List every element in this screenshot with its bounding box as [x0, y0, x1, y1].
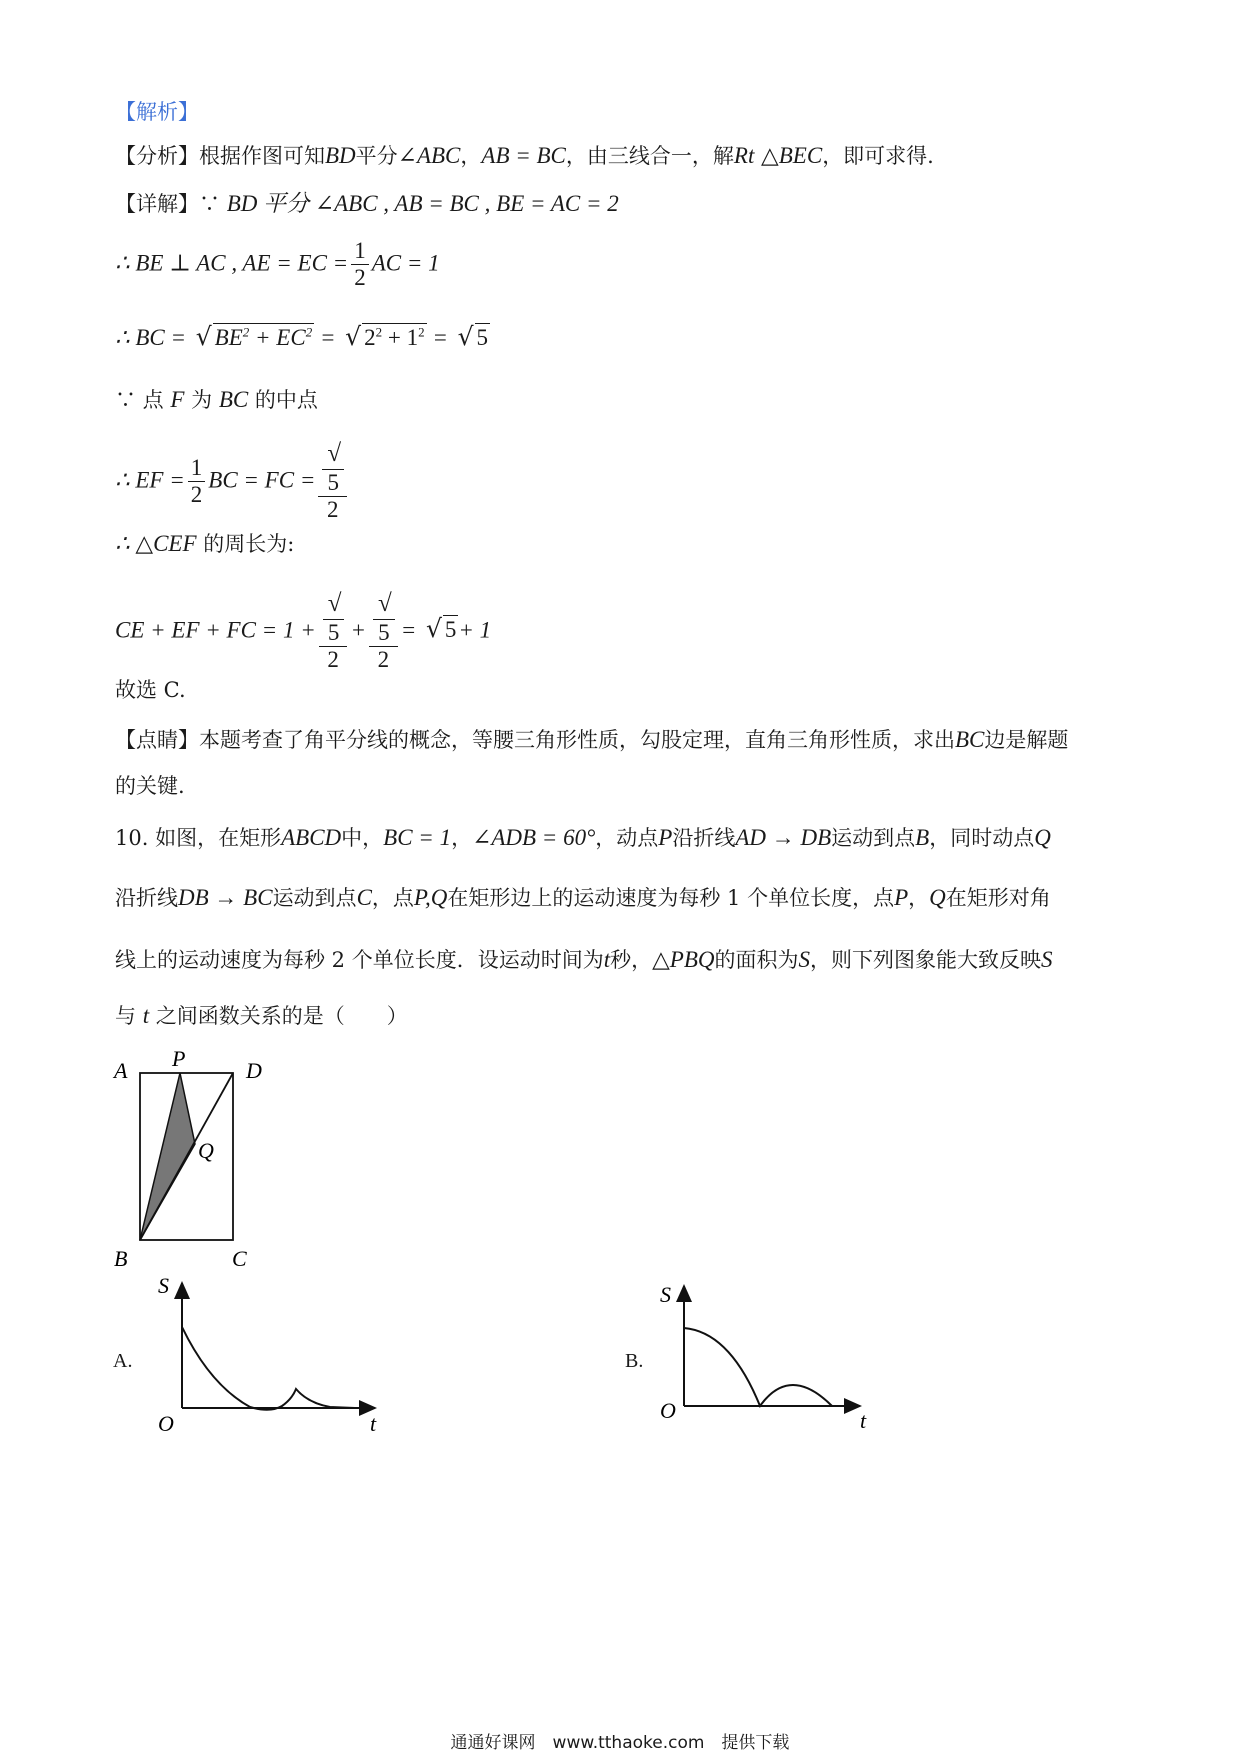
fraction-num-2: 1 — [188, 455, 206, 482]
detail-l3a: ∴ BC = — [115, 325, 187, 350]
fraction-root5-half-a — [319, 590, 348, 674]
q1d: ，动点 — [595, 826, 659, 850]
points-pq: P,Q — [413, 885, 448, 910]
axis-x-label: t — [860, 1408, 867, 1430]
rect-abcd: ABCD — [281, 825, 342, 850]
point-q: Q — [1034, 825, 1051, 850]
q1f: 运动到点 — [831, 826, 916, 850]
fraction-num-3 — [318, 440, 347, 497]
point-p-2: P — [894, 885, 909, 910]
triangle-bec: △BEC — [761, 143, 823, 168]
fraction-root5-half-b — [369, 590, 398, 674]
angle-abc: ∠ABC — [397, 143, 461, 168]
detail-line-1 — [115, 190, 619, 218]
fraction-num: 1 — [351, 238, 369, 265]
comment-text-2: 边是解题 — [984, 728, 1069, 752]
q4b: 之间函数关系的是（ ） — [155, 1004, 408, 1028]
label-b: B — [114, 1246, 128, 1270]
q3d: ，则下列图象能大致反映 — [810, 948, 1042, 972]
label-a: A — [114, 1058, 128, 1083]
triangle-pbq: △PBQ — [652, 947, 715, 972]
analysis-tag: 【分析】 — [115, 144, 199, 168]
comment-tag: 【点睛】 — [115, 728, 199, 752]
radicand-2 — [362, 323, 426, 352]
q1e: 沿折线 — [672, 826, 736, 850]
radicand-5b: 5 — [322, 469, 344, 496]
var-s-2: S — [1041, 947, 1053, 972]
point-f: F — [170, 387, 185, 412]
option-a-label[interactable]: A. — [113, 1350, 133, 1372]
q2g: 在矩形对角 — [945, 886, 1051, 910]
q1c: ， — [451, 826, 473, 850]
sqrt-icon: √ — [377, 590, 392, 617]
origin-label: O — [660, 1398, 676, 1423]
detail-l4c: 的中点 — [254, 388, 318, 412]
question-line-4 — [115, 1002, 408, 1030]
radicand-1 — [213, 323, 315, 352]
conclusion: 故选 C. — [115, 678, 186, 702]
axis-y-label: S — [660, 1282, 671, 1307]
radicand-5: 5 — [476, 325, 488, 350]
detail-l4a: ∵ 点 — [115, 388, 164, 412]
question-line-2 — [115, 884, 1051, 912]
question-line-3 — [115, 946, 1053, 974]
exp-2: 2 — [305, 324, 313, 340]
point-c: C — [356, 885, 372, 910]
segment-bd: BD — [325, 143, 356, 168]
because-symbol: ∵ — [199, 192, 220, 216]
var-t-2: t — [142, 1003, 150, 1028]
detail-l2b: AC = 1 — [371, 250, 440, 276]
page-footer: 通通好课网 www.tthaoke.com 提供下载 — [450, 1733, 790, 1753]
detail-l4b: 为 — [191, 388, 213, 412]
radicand-plus: + EC — [249, 325, 306, 350]
analysis-text-3: ，由三线合一，解 — [565, 144, 734, 168]
var-t: t — [603, 947, 611, 972]
sqrt-icon: √ — [457, 322, 474, 351]
q2d: ，点 — [371, 886, 414, 910]
point-q-2: Q — [929, 885, 946, 910]
var-s: S — [798, 947, 811, 972]
fraction-num-5 — [369, 590, 398, 647]
detail-tag: 【详解】 — [115, 192, 199, 216]
label-d: D — [246, 1058, 262, 1083]
path-ad-db: AD → DB — [735, 825, 832, 850]
analysis-line — [115, 142, 934, 170]
eq-sign-1: = — [314, 325, 336, 350]
detail-line-2 — [115, 238, 440, 292]
label-c: C — [232, 1246, 247, 1270]
eq-sign-3: = — [400, 617, 417, 643]
section-heading: 【解析】 — [115, 100, 199, 124]
question-line-1 — [115, 824, 1051, 852]
sqrt-icon: √ — [327, 440, 342, 467]
point-p: P — [658, 825, 673, 850]
detail-line-4 — [115, 386, 318, 414]
fraction-den-2: 2 — [190, 482, 203, 508]
fraction-den-5: 2 — [377, 647, 390, 673]
q3a: 线上的运动速度为每秒 2 个单位长度．设运动时间为 — [115, 948, 604, 972]
fraction-root5-half — [318, 440, 347, 524]
radicand-5e: 5 — [444, 617, 457, 643]
q2a: 沿折线 — [115, 886, 178, 910]
curve-a — [182, 1327, 355, 1410]
comment-bc: BC — [955, 727, 985, 752]
analysis-sep: ， — [460, 144, 482, 168]
comment-line-1 — [115, 726, 1068, 754]
q2f: ， — [908, 886, 930, 910]
option-b-graph[interactable] — [660, 1280, 900, 1430]
comment-text-1: 本题考查了角平分线的概念，等腰三角形性质，勾股定理，直角三角形性质，求出 — [199, 728, 955, 752]
question-number: 10. — [115, 826, 149, 850]
option-b-label[interactable]: B. — [625, 1350, 644, 1372]
radicand-2-base: 2 — [364, 325, 376, 350]
q1b: 中， — [341, 826, 384, 850]
fraction-half-2 — [188, 455, 206, 509]
exp-3: 2 — [375, 324, 383, 340]
point-b: B — [915, 825, 930, 850]
path-db-bc: DB → BC — [178, 885, 273, 910]
q2b: 运动到点 — [272, 886, 357, 910]
radicand-2-plus: + 1 — [382, 325, 419, 350]
comment-line-2: 的关键. — [115, 774, 185, 798]
fraction-half — [351, 238, 369, 292]
eq-sign-2: = — [426, 325, 448, 350]
label-p: P — [172, 1046, 186, 1071]
detail-line-6 — [115, 530, 294, 558]
exp-1: 2 — [242, 324, 250, 340]
detail-line-7 — [115, 590, 491, 674]
sqrt-icon: √ — [195, 322, 212, 351]
fraction-num-4 — [319, 590, 348, 647]
detail-l7a: CE + EF + FC = 1 + — [115, 617, 316, 643]
fraction-den-3: 2 — [326, 497, 339, 523]
analysis-text-1: 根据作图可知 — [199, 144, 325, 168]
sqrt-icon: √ — [345, 322, 362, 351]
q1a: 如图，在矩形 — [155, 826, 282, 850]
detail-l6b: 的周长为: — [203, 532, 295, 556]
sqrt-icon: √ — [327, 590, 342, 617]
segment-bc: BC — [218, 387, 249, 412]
axis-y-label: S — [158, 1275, 169, 1298]
q3c: 的面积为 — [714, 948, 799, 972]
fraction-den: 2 — [354, 265, 366, 291]
rt-label: Rt — [733, 143, 755, 168]
radicand-5d: 5 — [373, 619, 395, 646]
axis-x-label: t — [370, 1411, 377, 1435]
plus-sign: + — [350, 617, 366, 643]
diagonal-bd — [140, 1073, 233, 1240]
triangle-cef: ∴ △CEF — [115, 531, 197, 556]
detail-statement-1: BD 平分 ∠ABC , AB = BC , BE = AC = 2 — [226, 191, 619, 216]
bc-equals: BC = 1 — [383, 825, 452, 850]
label-q: Q — [198, 1138, 214, 1163]
detail-l5a: ∴ EF = — [115, 467, 185, 493]
curve-b — [684, 1328, 832, 1406]
analysis-text-4: ，即可求得. — [822, 144, 934, 168]
origin-label: O — [158, 1411, 174, 1435]
rectangle-figure — [100, 1040, 280, 1270]
option-a-graph[interactable] — [150, 1275, 390, 1435]
radicand-5c: 5 — [323, 619, 345, 646]
detail-line-3 — [115, 322, 490, 352]
detail-l7-end: + 1 — [458, 617, 492, 643]
detail-l2a: ∴ BE ⊥ AC , AE = EC = — [115, 250, 349, 276]
q4a: 与 — [115, 1004, 136, 1028]
equation-ab-bc: AB = BC — [481, 143, 566, 168]
analysis-text-2: 平分 — [355, 144, 398, 168]
detail-line-5 — [115, 440, 350, 524]
sqrt-icon: √ — [425, 614, 442, 644]
angle-adb: ∠ADB = 60° — [472, 825, 596, 850]
exp-4: 2 — [418, 324, 425, 340]
radicand-be: BE — [214, 325, 243, 350]
q1g: ，同时动点 — [929, 826, 1035, 850]
fraction-den-4: 2 — [327, 647, 339, 673]
q3b: 秒， — [610, 948, 653, 972]
detail-l5b: BC = FC = — [208, 467, 316, 493]
q2e: 在矩形边上的运动速度为每秒 1 个单位长度，点 — [447, 886, 895, 910]
